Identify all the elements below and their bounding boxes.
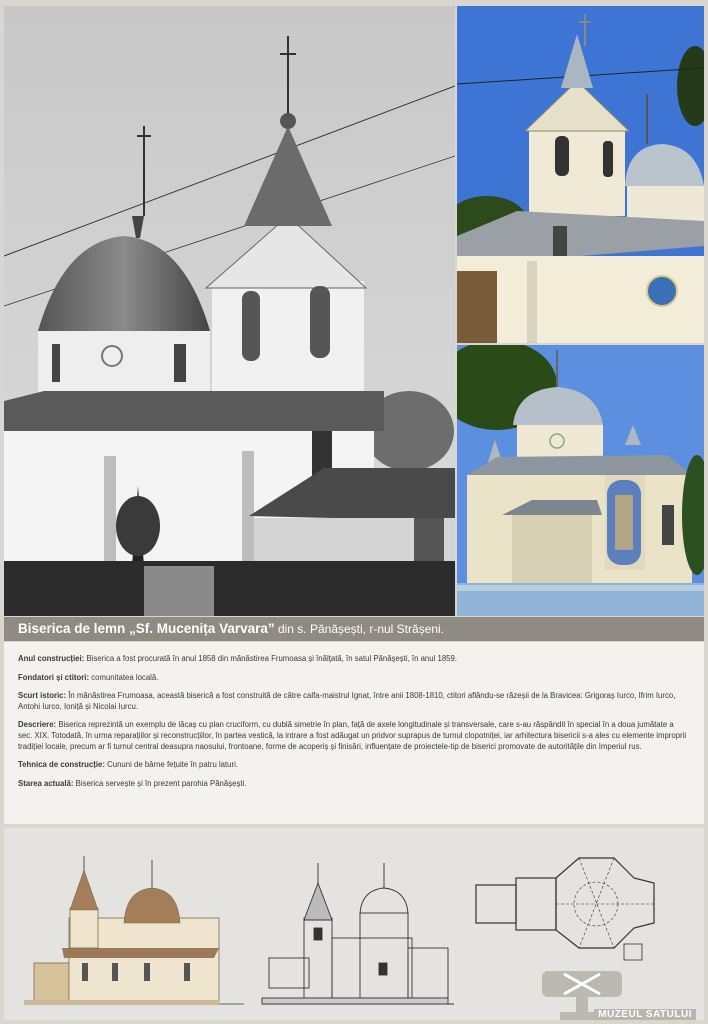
church-facade-color-photo [457, 345, 704, 616]
section-construction-year: Anul construcției: Biserica a fost procurată în anul 1858 din mănăstirea Frumoasa și înălțată, în satul Pănășești, în anul 1859. [18, 654, 458, 663]
architectural-drawings [4, 828, 704, 1020]
museum-name: MUZEUL SATULUI [594, 1009, 696, 1020]
church-name: Biserica de lemn „Sf. Mucenița Varvara” [18, 621, 275, 636]
church-tower-color-photo [457, 6, 704, 343]
section-history: Scurt istoric: În mănăstirea Frumoasa, această biserică a fost construită de către calfa-maistrul Ignat, între anii 1808-1810, ctitori aflându-se răzeșii de la Bravicea: Grigoraș Iurco, Ifrim Iurco, Antohi Iurco, Ioniță și Nicolai Iurcu. [18, 691, 676, 711]
church-title-bar [4, 617, 704, 641]
info-panel [4, 642, 704, 824]
section-founders: Fondatori și ctitori: comunitatea locală. [18, 672, 159, 682]
section-technique: Tehnica de construcție: Cununi de bârne fețuite în patru laturi. [18, 760, 239, 770]
floor-plan [476, 858, 654, 960]
church-location: din s. Pănășești, r-nul Strășeni. [274, 622, 445, 636]
section-current-state: Starea actuală: Biserica servește și în prezent parohia Pănășești. [18, 778, 247, 788]
elevation-colored [24, 856, 244, 1005]
section-description: Descriere: Biserica reprezintă un exemplu de lăcaș cu plan cruciform, cu dublă simetrie în plan, față de axele longitudinale și transversale, care s-au răspândit în special în a doua jumătate a sec. XIX. Totodată, în urma reparațiilor și reconstrucțiilor, în partea vestică, la intrare a fost adăugat un pridvor suprapus de turnul clopotniței, iar arhitectura bisericii s-a ales cu elemente improprii tradiției locale, precum ar fi turnul central deasupra naosului, frontoane, forme de acoperiș și finisări, influențate de proiectele-tip de biserici promovate de autoritățile din Imperiul rus. [18, 720, 687, 751]
elevation-line-drawing [262, 863, 454, 1004]
archival-church-photo [4, 6, 455, 616]
